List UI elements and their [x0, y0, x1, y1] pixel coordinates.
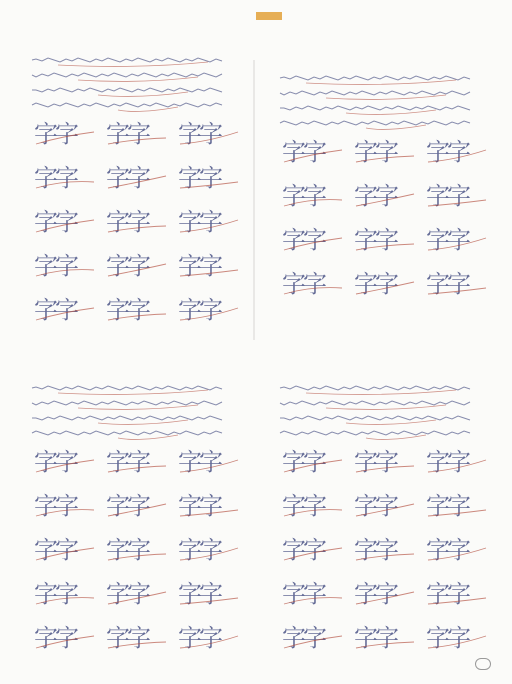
scribble-line [280, 431, 470, 435]
handwritten-character: 字字 [106, 536, 148, 564]
handwritten-character: 字字 [106, 296, 148, 324]
handwritten-character: 字字 [178, 492, 220, 520]
cell-underline [172, 438, 242, 478]
handwritten-character: 字字 [178, 536, 220, 564]
handwritten-character: 字字 [34, 580, 76, 608]
practice-cell [348, 614, 418, 654]
practice-cell [348, 260, 418, 300]
handwritten-character: 字字 [34, 252, 76, 280]
cell-underline [100, 286, 170, 326]
handwritten-character: 字字 [34, 120, 76, 148]
scribble-line [32, 431, 222, 435]
practice-cell [276, 128, 346, 168]
practice-cell [100, 110, 170, 150]
handwritten-character: 字字 [178, 120, 220, 148]
cell-underline [348, 570, 418, 610]
practice-cell [100, 198, 170, 238]
handwritten-character: 字字 [178, 580, 220, 608]
practice-grid [276, 128, 491, 358]
cell-underline [100, 614, 170, 654]
handwritten-character: 字字 [34, 492, 76, 520]
cell-underline [420, 260, 490, 300]
practice-cell [276, 438, 346, 478]
handwritten-character: 字字 [178, 296, 220, 324]
cell-underline [420, 172, 490, 212]
handwritten-character: 字字 [354, 492, 396, 520]
underline-stroke [306, 80, 456, 84]
practice-cell [28, 286, 98, 326]
cell-underline [172, 110, 242, 150]
cell-underline [420, 482, 490, 522]
handwritten-character: 字字 [34, 536, 76, 564]
practice-cell [420, 172, 490, 212]
cell-underline [28, 154, 98, 194]
handwritten-character: 字字 [426, 448, 468, 476]
practice-cell [348, 172, 418, 212]
cell-underline [28, 482, 98, 522]
practice-cell [172, 570, 242, 610]
practice-cell [420, 128, 490, 168]
cell-underline [172, 154, 242, 194]
practice-cell [348, 526, 418, 566]
cell-underline [28, 526, 98, 566]
cell-underline [420, 526, 490, 566]
scribble-line [280, 121, 470, 125]
cell-underline [172, 198, 242, 238]
handwritten-character: 字字 [282, 448, 324, 476]
watermark [475, 658, 494, 670]
handwritten-character: 字字 [426, 536, 468, 564]
cell-underline [28, 110, 98, 150]
handwritten-character: 字字 [282, 492, 324, 520]
practice-cell [28, 614, 98, 654]
practice-cell [100, 570, 170, 610]
practice-cell [276, 216, 346, 256]
practice-cell [420, 482, 490, 522]
worksheet-quadrant-2 [266, 36, 502, 356]
handwritten-character: 字字 [106, 120, 148, 148]
practice-cell [276, 482, 346, 522]
practice-cell [100, 154, 170, 194]
cell-underline [100, 482, 170, 522]
practice-cell [28, 570, 98, 610]
practice-cell [28, 482, 98, 522]
practice-cell [348, 438, 418, 478]
practice-cell [348, 128, 418, 168]
scribble-line [32, 103, 222, 107]
handwritten-character: 字字 [178, 448, 220, 476]
cell-underline [276, 614, 346, 654]
cell-underline [420, 614, 490, 654]
practice-cell [276, 172, 346, 212]
cell-underline [28, 614, 98, 654]
practice-cell [172, 526, 242, 566]
cell-underline [172, 482, 242, 522]
cell-underline [348, 482, 418, 522]
practice-grid [28, 438, 243, 668]
practice-grid [276, 438, 491, 668]
orange-tab [256, 12, 282, 20]
handwritten-character: 字字 [34, 296, 76, 324]
practice-cell [28, 438, 98, 478]
underline-stroke [306, 390, 456, 394]
cell-underline [172, 286, 242, 326]
handwritten-character: 字字 [282, 226, 324, 254]
cell-underline [172, 614, 242, 654]
cell-underline [100, 570, 170, 610]
handwritten-character: 字字 [426, 580, 468, 608]
handwritten-character: 字字 [106, 580, 148, 608]
practice-cell [348, 216, 418, 256]
handwritten-character: 字字 [354, 226, 396, 254]
cell-underline [276, 128, 346, 168]
cell-underline [172, 242, 242, 282]
practice-cell [172, 154, 242, 194]
cell-underline [172, 570, 242, 610]
cell-underline [420, 216, 490, 256]
handwritten-character: 字字 [34, 624, 76, 652]
handwritten-character: 字字 [426, 270, 468, 298]
scribble-line [280, 106, 470, 110]
handwritten-character: 字字 [354, 270, 396, 298]
practice-cell [172, 198, 242, 238]
practice-cell [172, 242, 242, 282]
practice-cell [420, 570, 490, 610]
underline-stroke [58, 62, 208, 66]
handwritten-character: 字字 [354, 138, 396, 166]
handwritten-character: 字字 [426, 226, 468, 254]
scribble-line [32, 416, 222, 420]
underline-stroke [326, 95, 446, 99]
practice-cell [100, 614, 170, 654]
worksheet-quadrant-3 [18, 346, 254, 666]
scribble-line [32, 73, 222, 77]
handwritten-character: 字字 [34, 448, 76, 476]
cell-underline [276, 260, 346, 300]
handwritten-character: 字字 [106, 448, 148, 476]
cell-underline [420, 438, 490, 478]
cell-underline [348, 172, 418, 212]
handwritten-character: 字字 [106, 164, 148, 192]
scribble-line [280, 416, 470, 420]
practice-cell [100, 482, 170, 522]
practice-cell [100, 242, 170, 282]
cell-underline [100, 110, 170, 150]
handwritten-character: 字字 [354, 182, 396, 210]
underline-stroke [78, 405, 198, 409]
scribble-line [32, 88, 222, 92]
cell-underline [276, 438, 346, 478]
cell-underline [28, 438, 98, 478]
worksheet-quadrant-1 [18, 18, 254, 338]
handwritten-character: 字字 [426, 138, 468, 166]
handwritten-character: 字字 [426, 492, 468, 520]
practice-cell [276, 614, 346, 654]
practice-grid [28, 110, 243, 340]
cell-underline [276, 482, 346, 522]
practice-cell [100, 438, 170, 478]
handwritten-character: 字字 [178, 252, 220, 280]
underline-stroke [78, 77, 198, 81]
underline-stroke [346, 110, 436, 114]
practice-cell [100, 286, 170, 326]
cell-underline [420, 128, 490, 168]
practice-cell [276, 260, 346, 300]
handwritten-character: 字字 [354, 448, 396, 476]
scribble-line [280, 76, 470, 80]
handwritten-character: 字字 [106, 252, 148, 280]
cell-underline [348, 216, 418, 256]
handwritten-character: 字字 [282, 580, 324, 608]
handwritten-character: 字字 [178, 208, 220, 236]
scribble-line [32, 58, 222, 62]
handwritten-character: 字字 [282, 270, 324, 298]
cell-underline [276, 526, 346, 566]
practice-cell [420, 614, 490, 654]
practice-cell [276, 526, 346, 566]
underline-stroke [346, 420, 436, 424]
practice-cell [28, 242, 98, 282]
underline-stroke [326, 405, 446, 409]
practice-cell [420, 438, 490, 478]
worksheet-quadrant-4 [266, 346, 502, 666]
practice-cell [28, 526, 98, 566]
cell-underline [172, 526, 242, 566]
practice-cell [172, 482, 242, 522]
cell-underline [28, 198, 98, 238]
handwritten-character: 字字 [34, 164, 76, 192]
scribble-line [280, 401, 470, 405]
practice-cell [28, 110, 98, 150]
scribble-line [32, 401, 222, 405]
practice-cell [172, 110, 242, 150]
cell-underline [100, 198, 170, 238]
cell-underline [100, 438, 170, 478]
practice-cell [172, 286, 242, 326]
handwritten-character: 字字 [426, 182, 468, 210]
cell-underline [348, 614, 418, 654]
cell-underline [348, 438, 418, 478]
handwritten-character: 字字 [178, 624, 220, 652]
cell-underline [100, 242, 170, 282]
practice-cell [28, 154, 98, 194]
practice-cell [100, 526, 170, 566]
scribble-line [280, 91, 470, 95]
underline-stroke [58, 390, 208, 394]
underline-stroke [98, 420, 188, 424]
handwritten-character: 字字 [178, 164, 220, 192]
cell-underline [348, 526, 418, 566]
underline-stroke [98, 92, 188, 96]
practice-cell [276, 570, 346, 610]
practice-cell [420, 260, 490, 300]
handwritten-character: 字字 [34, 208, 76, 236]
handwritten-character: 字字 [426, 624, 468, 652]
practice-cell [420, 216, 490, 256]
handwritten-character: 字字 [282, 138, 324, 166]
practice-cell [28, 198, 98, 238]
cell-underline [100, 154, 170, 194]
cell-underline [276, 172, 346, 212]
handwritten-character: 字字 [282, 624, 324, 652]
cell-underline [100, 526, 170, 566]
scribble-line [32, 386, 222, 390]
cell-underline [276, 570, 346, 610]
cell-underline [28, 242, 98, 282]
cell-underline [348, 260, 418, 300]
cell-underline [348, 128, 418, 168]
cell-underline [276, 216, 346, 256]
handwritten-character: 字字 [354, 624, 396, 652]
handwritten-character: 字字 [106, 208, 148, 236]
handwritten-character: 字字 [106, 492, 148, 520]
handwritten-character: 字字 [106, 624, 148, 652]
wechat-icon [475, 658, 491, 670]
handwritten-character: 字字 [354, 536, 396, 564]
handwritten-character: 字字 [354, 580, 396, 608]
practice-cell [172, 614, 242, 654]
cell-underline [420, 570, 490, 610]
handwritten-character: 字字 [282, 182, 324, 210]
practice-cell [348, 570, 418, 610]
cell-underline [28, 570, 98, 610]
practice-cell [348, 482, 418, 522]
scribble-line [280, 386, 470, 390]
cell-underline [28, 286, 98, 326]
practice-cell [420, 526, 490, 566]
practice-cell [172, 438, 242, 478]
handwritten-character: 字字 [282, 536, 324, 564]
